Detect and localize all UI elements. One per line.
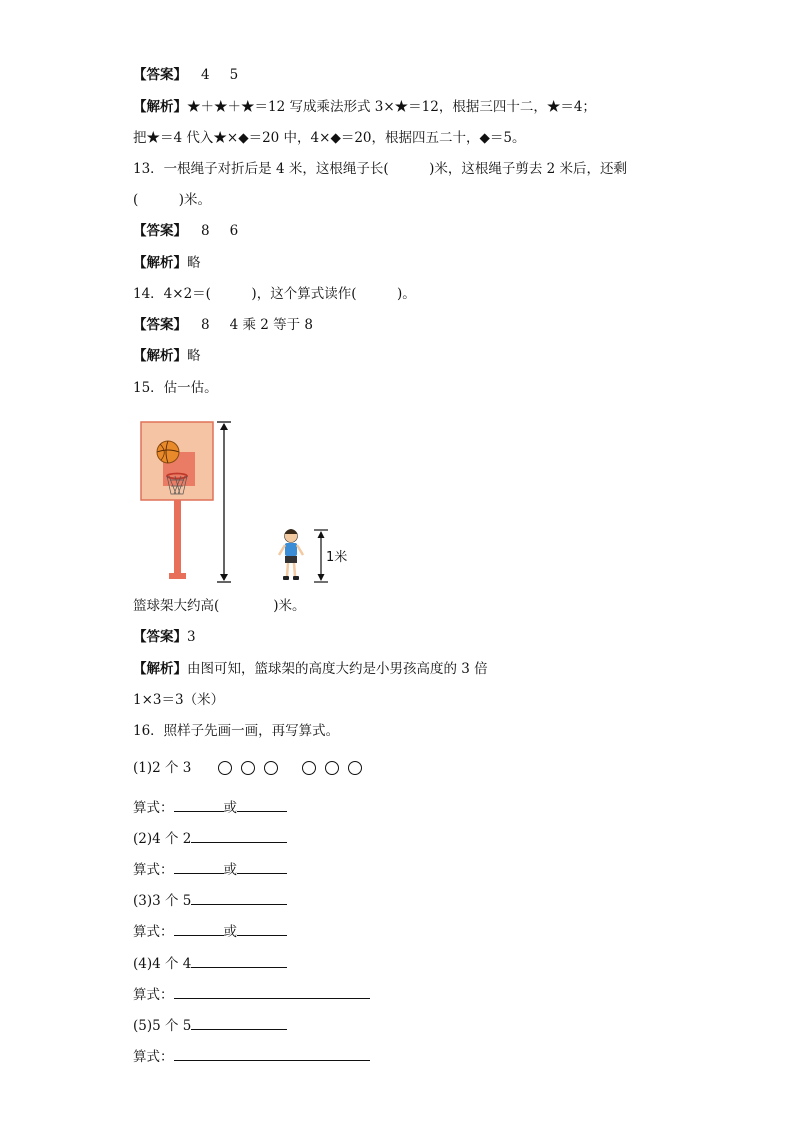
answer-value-2: 6 (229, 223, 239, 239)
q15-answer (133, 628, 196, 646)
formula-label: 算式： (133, 987, 174, 1003)
answer-value-1: 8 (201, 223, 210, 239)
q16-formula-1 (133, 797, 287, 817)
pole-base (169, 573, 186, 579)
formula-blank-a[interactable] (174, 921, 224, 936)
item-label: (2)4 个 2 (133, 831, 192, 847)
drawing-blank[interactable] (191, 828, 287, 843)
q16-formula-4 (133, 984, 370, 1004)
analysis-text: 由图可知，篮球架的高度大约是小男孩高度的 3 倍 (187, 661, 488, 677)
q13-analysis (133, 254, 201, 272)
q16-item-1: (1)2 个 3 (133, 760, 192, 776)
answer-value-2: 4 乘 2 等于 8 (229, 317, 314, 333)
q12-analysis-2: 把★＝4 代入★×◆＝20 中，4×◆＝20，根据四五二十，◆＝5。 (133, 130, 526, 146)
pole (174, 500, 181, 574)
q14-answer (133, 316, 313, 334)
q16-item-4 (133, 953, 287, 973)
q16-item-5 (133, 1015, 287, 1035)
q13-question-line1: 13．一根绳子对折后是 4 米，这根绳子长( )米，这根绳子剪去 2 米后，还剩 (133, 161, 628, 177)
stand-height-marker (217, 422, 231, 582)
one-meter-label: 1米 (326, 550, 348, 565)
q15-question: 15．估一估。 (133, 380, 218, 396)
q14-analysis (133, 347, 201, 365)
formula-blank[interactable] (174, 984, 370, 999)
formula-label: 算式： (133, 862, 174, 878)
analysis-text: 略 (187, 348, 201, 364)
analysis-tag: 【解析】 (133, 661, 187, 677)
q16-formula-5 (133, 1046, 370, 1066)
item-label: (3)3 个 5 (133, 893, 192, 909)
or-word: 或 (223, 862, 237, 878)
analysis-tag: 【解析】 (133, 255, 187, 271)
q15-calc: 1×3＝3（米） (133, 692, 225, 708)
q15-prompt: 篮球架大约高( )米。 (133, 598, 306, 614)
basketball-figure (130, 410, 370, 592)
formula-label: 算式： (133, 800, 174, 816)
analysis-tag: 【解析】 (133, 348, 187, 364)
analysis-text: ★＋★＋★＝12 写成乘法形式 3×★＝12，根据三四十二，★＝4； (187, 99, 596, 115)
formula-blank-b[interactable] (237, 797, 287, 812)
circle-group-2 (302, 759, 371, 775)
q16-question: 16．照样子先画一画，再写算式。 (133, 723, 340, 739)
answer-tag: 【答案】 (133, 317, 187, 333)
circle-icon (241, 761, 255, 775)
answer-value-2: 5 (229, 67, 239, 83)
formula-blank-a[interactable] (174, 797, 224, 812)
answer-value-1: 8 (201, 317, 210, 333)
q16-item-2 (133, 828, 287, 848)
answer-value-1: 4 (201, 67, 210, 83)
formula-label: 算式： (133, 1049, 174, 1065)
q14-question: 14．4×2＝( )，这个算式读作( )。 (133, 286, 416, 302)
q16-item-3 (133, 890, 287, 910)
q16-formula-2 (133, 859, 287, 879)
drawing-blank[interactable] (191, 1015, 287, 1030)
answer-value: 3 (187, 629, 196, 645)
q15-analysis (133, 660, 488, 678)
q13-answer (133, 222, 238, 240)
formula-blank[interactable] (174, 1046, 370, 1061)
formula-blank-b[interactable] (237, 921, 287, 936)
or-word: 或 (223, 800, 237, 816)
circle-group-1 (218, 759, 287, 775)
answer-tag: 【答案】 (133, 629, 187, 645)
q13-question-line2: ( )米。 (133, 192, 212, 208)
basketball-icon (157, 441, 179, 463)
drawing-blank[interactable] (191, 890, 287, 905)
boy-icon (279, 529, 303, 580)
analysis-tag: 【解析】 (133, 99, 187, 115)
item-label: (4)4 个 4 (133, 956, 192, 972)
formula-blank-b[interactable] (237, 859, 287, 874)
circle-icon (348, 761, 362, 775)
circle-icon (264, 761, 278, 775)
q12-analysis-1 (133, 98, 596, 116)
circle-icon (302, 761, 316, 775)
answer-tag: 【答案】 (133, 67, 187, 83)
formula-blank-a[interactable] (174, 859, 224, 874)
drawing-blank[interactable] (191, 953, 287, 968)
answer-tag: 【答案】 (133, 223, 187, 239)
analysis-text: 略 (187, 255, 201, 271)
item-label: (5)5 个 5 (133, 1018, 192, 1034)
formula-label: 算式： (133, 924, 174, 940)
q12-answer (133, 66, 238, 84)
circle-icon (218, 761, 232, 775)
q16-formula-3 (133, 921, 287, 941)
or-word: 或 (223, 924, 237, 940)
circle-icon (325, 761, 339, 775)
